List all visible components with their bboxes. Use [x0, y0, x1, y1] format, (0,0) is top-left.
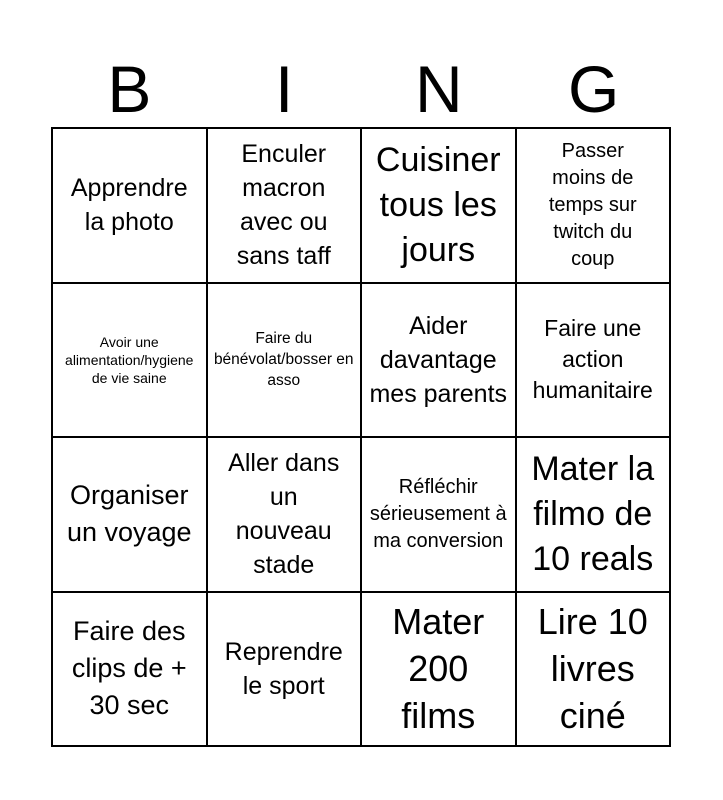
bingo-cell-text: Passer moins de temps sur twitch du coup [548, 139, 637, 270]
bingo-cell-text: Apprendre la photo [70, 174, 188, 237]
bingo-cell-text: Organiser un voyage [66, 480, 192, 548]
bingo-cell-text: Faire une action humanitaire [532, 315, 653, 404]
bingo-cell-text: Faire des clips de + 30 sec [71, 616, 187, 721]
bingo-cell-text: Mater 200 films [392, 601, 485, 737]
header-letter-b: B [107, 52, 152, 126]
bingo-cell[interactable] [53, 438, 208, 593]
bingo-cell-text: Enculer macron avec ou sans taff [236, 140, 331, 271]
bingo-cell[interactable] [53, 129, 208, 284]
bingo-cell[interactable] [208, 438, 363, 593]
header-letter-g: G [567, 52, 620, 126]
bingo-cell-text: Cuisiner tous les jours [375, 140, 501, 269]
bingo-cell-text: Reprendre le sport [224, 637, 343, 700]
bingo-cell[interactable] [517, 129, 672, 284]
bingo-cell[interactable] [208, 284, 363, 439]
bingo-cell[interactable] [208, 129, 363, 284]
bingo-board [51, 127, 671, 747]
bingo-cell[interactable] [53, 593, 208, 748]
bingo-cell[interactable] [208, 593, 363, 748]
bingo-cell-text: Lire 10 livres ciné [537, 601, 648, 737]
bingo-cell[interactable] [362, 593, 517, 748]
bingo-cell-text: Aller dans un nouveau stade [228, 449, 340, 580]
bingo-cell[interactable] [517, 438, 672, 593]
header-letter-n: N [415, 52, 463, 126]
bingo-cell[interactable] [362, 284, 517, 439]
bingo-cell[interactable] [517, 593, 672, 748]
bingo-cell[interactable] [517, 284, 672, 439]
bingo-cell[interactable] [362, 129, 517, 284]
header-letter-i: I [274, 52, 294, 126]
bingo-cell[interactable] [53, 284, 208, 439]
bingo-cell-text: Faire du bénévolat/bosser en asso [213, 330, 354, 390]
bingo-header [52, 54, 671, 124]
bingo-cell[interactable] [362, 438, 517, 593]
bingo-cell-text: Avoir une alimentation/hygiene de vie saine [65, 333, 194, 386]
bingo-cell-text: Aider davantage mes parents [369, 311, 508, 408]
bingo-cell-text: Mater la filmo de 10 reals [531, 449, 655, 578]
bingo-cell-text: Réfléchir sérieusement à ma conversion [369, 475, 507, 552]
